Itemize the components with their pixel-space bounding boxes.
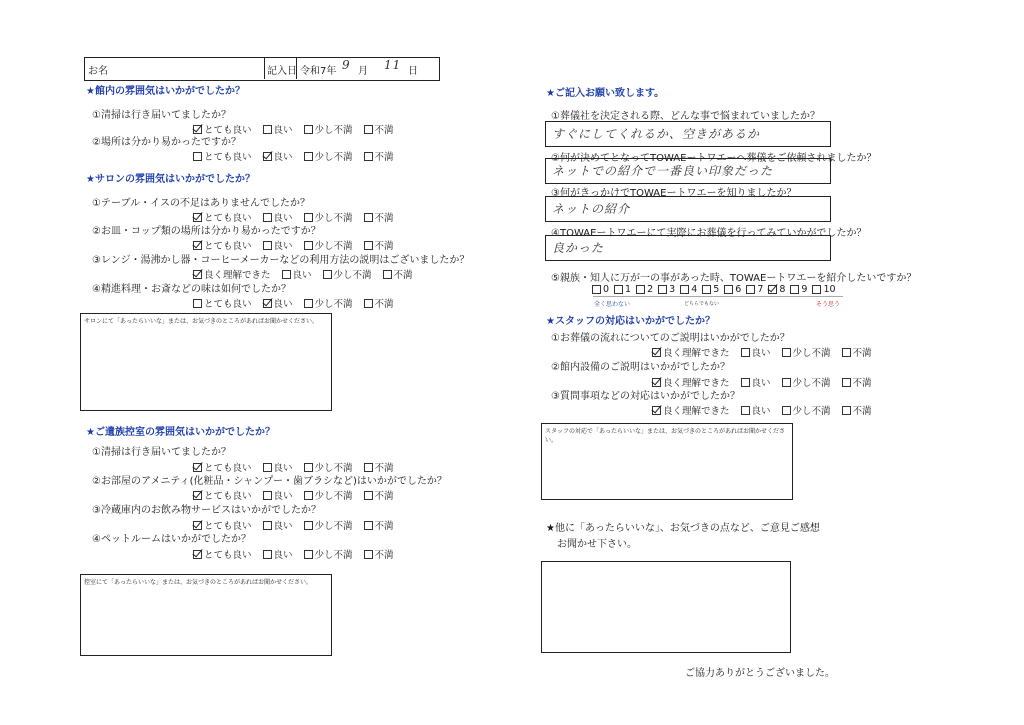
scale-negative-label: 全く思わない <box>594 301 631 308</box>
option-checkbox[interactable]: 少し不満 <box>304 547 353 561</box>
option-checkbox[interactable]: 良い <box>263 296 293 310</box>
date-month-unit: 月 <box>358 66 368 77</box>
option-checkbox[interactable]: 良く理解できた <box>652 375 730 389</box>
option-checkbox[interactable]: 少し不満 <box>782 403 831 417</box>
option-checkbox[interactable]: 少し不満 <box>304 122 353 136</box>
other-section-title: ★他に「あったらいいな」、お気づきの点など、ご意見ご感想 <box>546 523 820 534</box>
name-label: お名 <box>88 66 108 77</box>
salon-q3-options <box>193 267 413 281</box>
option-checkbox[interactable]: 不満 <box>842 403 872 417</box>
option-checkbox[interactable]: 少し不満 <box>782 345 831 359</box>
hall-section-title: ★館内の雰囲気はいかがでしたか？ <box>86 86 245 97</box>
salon-q4: ④精進料理・お斎などの味は如何でしたか？ <box>92 284 291 295</box>
option-checkbox[interactable]: 不満 <box>364 518 394 532</box>
option-checkbox[interactable]: 少し不満 <box>304 460 353 474</box>
option-checkbox[interactable]: とても良い <box>193 149 252 163</box>
salon-q3: ③レンジ・湯沸かし器・コーヒーメーカーなどの利用方法の説明はございましたか？ <box>92 255 470 266</box>
hall-q1: ①清掃は行き届いてましたか？ <box>92 110 231 121</box>
scale-positive-label: そう思う <box>816 301 841 308</box>
date-month-value: 9 <box>342 58 351 72</box>
option-checkbox[interactable]: 良い <box>741 403 771 417</box>
option-checkbox[interactable]: 不満 <box>842 345 872 359</box>
request-q1: ①葬儀社を決定される際、どんな事で悩まれていましたか？ <box>551 111 820 122</box>
family-room-q2: ②お部屋のアメニティ(化粧品・シャンプー・歯ブラシなど)はいかがでしたか？ <box>92 476 447 487</box>
family-room-q4-options <box>193 547 394 561</box>
salon-comment-label: サロンにて「あったらいいな」または、お気づきのところがあればお聞かせください。 <box>84 318 318 325</box>
scale-option[interactable]: 0 <box>592 284 609 295</box>
family-room-q4: ④ペットルームはいかがでしたか？ <box>92 534 251 545</box>
date-label: 記入日 <box>267 66 297 77</box>
staff-q1-options <box>652 345 872 359</box>
family-room-comment-label: 控室にて「あったらいいな」または、お気づきのところがあればお聞かせください。 <box>84 579 312 586</box>
salon-comment-box[interactable] <box>80 313 332 411</box>
option-checkbox[interactable]: とても良い <box>193 460 252 474</box>
hall-q2-options <box>193 149 394 163</box>
option-checkbox[interactable]: 少し不満 <box>304 488 353 502</box>
option-checkbox[interactable]: 良い <box>263 122 293 136</box>
option-checkbox[interactable]: とても良い <box>193 547 252 561</box>
answer-1-text: すぐにしてくれるか、空きがあるか <box>552 127 761 141</box>
scale-option[interactable]: 6 <box>724 284 741 295</box>
salon-q2-options <box>193 238 394 252</box>
family-room-q3: ③冷蔵庫内のお飲み物サービスはいかがでしたか？ <box>92 505 321 516</box>
other-comment-box[interactable] <box>541 561 791 653</box>
option-checkbox[interactable]: 良い <box>263 210 293 224</box>
option-checkbox[interactable]: 不満 <box>364 238 394 252</box>
other-section-title-line2: お聞かせ下さい。 <box>557 539 637 550</box>
family-room-q2-options <box>193 488 394 502</box>
staff-comment-box[interactable] <box>541 423 793 500</box>
scale-option[interactable]: 2 <box>636 284 653 295</box>
option-checkbox[interactable]: とても良い <box>193 238 252 252</box>
request-section-title: ★ご記入お願い致します。 <box>546 88 665 99</box>
option-checkbox[interactable]: 良い <box>741 345 771 359</box>
request-q3: ③何がきっかけでTOWAEートワエーを知りましたか？ <box>551 188 797 199</box>
scale-option[interactable]: 8 <box>768 284 785 295</box>
date-day-value: 11 <box>384 58 402 72</box>
date-era: 令和7年 <box>300 66 337 77</box>
answer-4-text: 良かった <box>552 241 605 255</box>
salon-q4-options <box>193 296 394 310</box>
option-checkbox[interactable]: 少し不満 <box>304 210 353 224</box>
thanks-text: ご協力ありがとうございました。 <box>685 668 835 679</box>
answer-4-field[interactable] <box>545 235 831 261</box>
option-checkbox[interactable]: 不満 <box>364 488 394 502</box>
answer-2-text: ネットでの紹介で一番良い印象だった <box>552 164 774 178</box>
answer-3-field[interactable] <box>545 196 831 222</box>
option-checkbox[interactable]: 良い <box>263 547 293 561</box>
hall-q2: ②場所は分かり易かったですか？ <box>92 137 241 148</box>
family-room-q1: ①清掃は行き届いてましたか？ <box>92 447 231 458</box>
answer-1-field[interactable] <box>545 121 831 147</box>
option-checkbox[interactable]: とても良い <box>193 122 252 136</box>
option-checkbox[interactable]: 少し不満 <box>304 518 353 532</box>
answer-3-text: ネットの紹介 <box>552 202 631 216</box>
option-checkbox[interactable]: 良い <box>263 488 293 502</box>
option-checkbox[interactable]: 不満 <box>383 267 413 281</box>
scale-option[interactable]: 10 <box>812 284 835 295</box>
date-day-unit: 日 <box>408 66 418 77</box>
scale-option[interactable]: 4 <box>680 284 697 295</box>
scale-line <box>593 296 843 297</box>
option-checkbox[interactable]: 少し不満 <box>323 267 372 281</box>
header-divider-1 <box>264 57 265 79</box>
option-checkbox[interactable]: 不満 <box>364 122 394 136</box>
option-checkbox[interactable]: とても良い <box>193 296 252 310</box>
option-checkbox[interactable]: 良い <box>263 149 293 163</box>
recommend-scale <box>592 284 836 295</box>
request-q4: ④TOWAEートワエーにて実際にお葬儀を行ってみていかがでしたか？ <box>551 228 867 239</box>
option-checkbox[interactable]: 少し不満 <box>304 149 353 163</box>
option-checkbox[interactable]: 不満 <box>364 547 394 561</box>
option-checkbox[interactable]: 不満 <box>364 296 394 310</box>
option-checkbox[interactable]: 不満 <box>364 460 394 474</box>
staff-q1: ①お葬儀の流れについてのご説明はいかがでしたか？ <box>551 333 790 344</box>
option-checkbox[interactable]: とても良い <box>193 518 252 532</box>
scale-option[interactable]: 7 <box>746 284 763 295</box>
staff-q3-options <box>652 403 872 417</box>
scale-option[interactable]: 1 <box>614 284 631 295</box>
answer-2-field[interactable] <box>545 158 831 184</box>
option-checkbox[interactable]: 良く理解できた <box>652 345 730 359</box>
option-checkbox[interactable]: 不満 <box>842 375 872 389</box>
request-q2: ②何が決めてとなってTOWAEートワエーへ葬儀をご依頼されましたか？ <box>551 153 877 164</box>
family-room-comment-box[interactable] <box>80 574 332 656</box>
option-checkbox[interactable]: 良い <box>282 267 312 281</box>
staff-q3: ③質問事項などの対応はいかがでしたか？ <box>551 391 740 402</box>
option-checkbox[interactable]: 良く理解できた <box>193 267 271 281</box>
staff-q2: ②館内設備のご説明はいかがでしたか？ <box>551 362 730 373</box>
scale-option[interactable]: 9 <box>790 284 807 295</box>
option-checkbox[interactable]: とても良い <box>193 488 252 502</box>
salon-q1: ①テーブル・イスの不足はありませんでしたか？ <box>92 198 310 209</box>
option-checkbox[interactable]: 少し不満 <box>782 375 831 389</box>
option-checkbox[interactable]: 良い <box>263 238 293 252</box>
salon-section-title: ★サロンの雰囲気はいかがでしたか？ <box>86 174 255 185</box>
family-room-section-title: ★ご遺族控室の雰囲気はいかがでしたか？ <box>86 427 275 438</box>
scale-option[interactable]: 5 <box>702 284 719 295</box>
option-checkbox[interactable]: 良い <box>263 460 293 474</box>
option-checkbox[interactable]: とても良い <box>193 210 252 224</box>
option-checkbox[interactable]: 良い <box>263 518 293 532</box>
scale-option[interactable]: 3 <box>658 284 675 295</box>
salon-q2: ②お皿・コップ類の場所は分かり易かったですか？ <box>92 226 321 237</box>
staff-comment-label: スタッフの対応で「あったらいいな」または、お気づきのところがあればお聞かせください。 <box>545 428 785 444</box>
option-checkbox[interactable]: 良く理解できた <box>652 403 730 417</box>
option-checkbox[interactable]: 不満 <box>364 149 394 163</box>
option-checkbox[interactable]: 不満 <box>364 210 394 224</box>
option-checkbox[interactable]: 良い <box>741 375 771 389</box>
scale-middle-label: どちらでもない <box>684 301 719 307</box>
staff-section-title: ★スタッフの対応はいかがでしたか？ <box>546 316 715 327</box>
request-q5: ⑤親族・知人に万が一の事があった時、TOWAEートワエーを紹介したいですか？ <box>551 273 917 284</box>
option-checkbox[interactable]: 少し不満 <box>304 296 353 310</box>
option-checkbox[interactable]: 少し不満 <box>304 238 353 252</box>
